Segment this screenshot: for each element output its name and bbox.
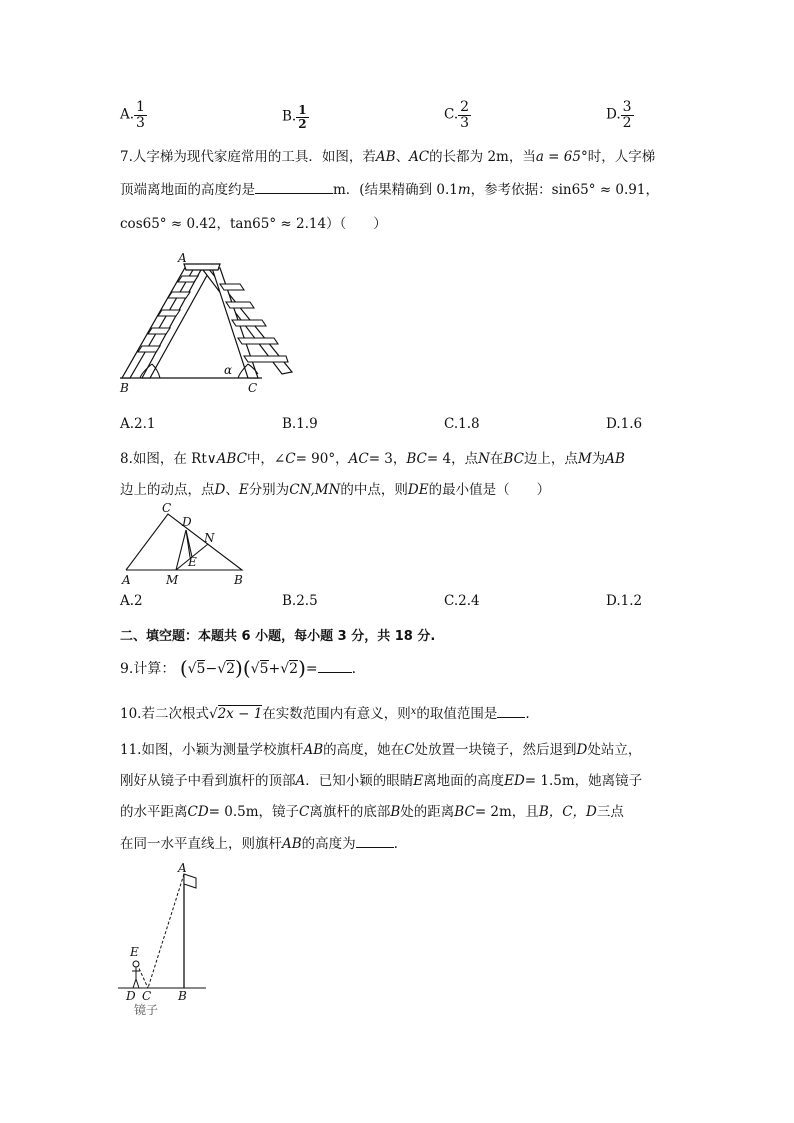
- q6-option-d: D. $\frac{3}{2}$: [606, 99, 632, 131]
- triangle-figure: [116, 502, 256, 588]
- flag-icon: [184, 874, 196, 888]
- answer-blank[interactable]: [497, 717, 525, 718]
- label-mirror: 镜子: [134, 1003, 159, 1017]
- q8-line-2: 边上的动点，点D、E分别为CN,MN的中点，则DE的最小值是（ ）: [120, 482, 551, 498]
- label-a: A: [178, 861, 187, 875]
- label-c: C: [248, 381, 258, 395]
- person-leg-left: [133, 979, 136, 988]
- q11-line-2: 刚好从镜子中看到旗杆的顶部A．已知小颖的眼睛E离地面的高度ED= 1.5m，她离镜子: [120, 773, 643, 789]
- q8-option-c: C.2.4: [444, 593, 480, 609]
- label-m: M: [166, 573, 179, 587]
- label-n: N: [204, 531, 215, 545]
- q8-option-d: D.1.2: [606, 593, 643, 609]
- q8-option-b: B.2.5: [282, 593, 318, 609]
- ladder-top: [184, 264, 220, 270]
- label-c: C: [162, 502, 172, 515]
- fraction: $\frac{1}{3}$: [136, 99, 145, 131]
- person-head: [133, 961, 139, 967]
- answer-blank[interactable]: [318, 672, 352, 673]
- person-leg-right: [136, 979, 139, 988]
- label-b: B: [234, 573, 243, 587]
- q11-line-3: 的水平距离CD= 0.5m，镜子C离旗杆的底部B处的距离BC= 2m，且B，C，D三点: [120, 804, 624, 820]
- section-heading: 二、填空题：本题共 6 小题，每小题 3 分，共 18 分.: [120, 629, 436, 644]
- sight-line-e-c: [137, 964, 148, 988]
- q9-line: 9.计算： (√5−√2)(√5+√2)= .: [120, 656, 357, 680]
- paren-group: (: [179, 656, 188, 680]
- q6-option-b: B. $\frac{1}{2}$: [282, 103, 307, 131]
- label-b: B: [178, 989, 187, 1003]
- label-alpha: α: [224, 363, 233, 377]
- label-a: A: [178, 251, 187, 265]
- label-e: E: [188, 555, 197, 569]
- flagpole-figure: [112, 856, 222, 1018]
- sight-line-a-c: [148, 874, 184, 988]
- q7-line-3: cos65° ≈ 0.42，tan65° ≈ 2.14）（ ）: [120, 216, 387, 232]
- q6-option-c: C. $\frac{2}{3}$: [444, 99, 470, 131]
- q7-line-2: 顶端离地面的高度约是 m．(结果精确到 0.1m，参考依据：sin65° ≈ 0.91，: [120, 182, 659, 198]
- answer-blank[interactable]: [356, 847, 394, 848]
- segment-cm: [176, 530, 186, 570]
- sqrt-sign: √: [187, 661, 197, 677]
- fraction: $\frac{1}{2}$: [298, 103, 307, 131]
- q6-options: [120, 96, 680, 140]
- q8-line-1: 8.如图，在 Rt∨ABC中，∠C= 90°，AC= 3，BC= 4，点N在BC边上，点M为AB: [120, 451, 625, 467]
- answer-blank[interactable]: [255, 193, 333, 194]
- label-d: D: [126, 989, 136, 1003]
- q8-option-a: A.2: [120, 593, 143, 609]
- q6-option-a: A. $\frac{1}{3}$: [120, 99, 145, 131]
- ladder-figure: [112, 248, 302, 398]
- q7-option-c: C.1.8: [444, 416, 480, 432]
- q7-option-d: D.1.6: [606, 416, 643, 432]
- label-a: A: [122, 573, 131, 587]
- label-b: B: [120, 381, 129, 395]
- fraction: $\frac{2}{3}$: [460, 99, 470, 131]
- q7-option-b: B.1.9: [282, 416, 318, 432]
- label-d: D: [182, 515, 192, 529]
- label-e: E: [130, 945, 139, 959]
- q11-line-1: 11.如图，小颖为测量学校旗杆AB的高度，她在C处放置一块镜子，然后退到D处站立，: [120, 742, 642, 758]
- fraction: $\frac{3}{2}$: [622, 99, 632, 131]
- q11-line-4: 在同一水平直线上，则旗杆AB的高度为 .: [120, 836, 398, 852]
- q7-option-a: A.2.1: [120, 416, 156, 432]
- q7-line-1: 7.人字梯为现代家庭常用的工具．如图，若AB、AC的长都为 2m，当a = 65°时，人字梯: [120, 149, 656, 165]
- label-c: C: [142, 989, 152, 1003]
- q10-line: 10.若二次根式√2x − 1在实数范围内有意义，则$^x$的取值范围是 .: [120, 706, 530, 722]
